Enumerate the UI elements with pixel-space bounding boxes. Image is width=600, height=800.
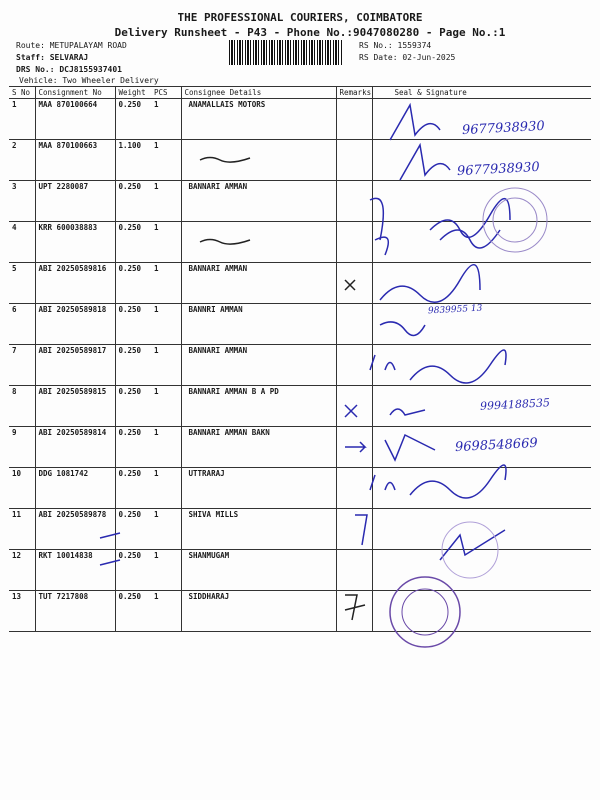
runsheet-subtitle: Delivery Runsheet - P43 - Phone No.:9047080280 - Page No.:1	[114, 26, 506, 39]
cell-pcs: 1	[151, 468, 181, 509]
signature	[400, 145, 450, 180]
rs-no: RS No.: 1559374	[359, 41, 432, 50]
cell-weight: 0.250	[115, 427, 151, 468]
company-stamp	[493, 198, 537, 242]
cell-sno: 13	[9, 591, 35, 632]
arrow-mark	[345, 442, 365, 452]
cell-pcs: 1	[151, 222, 181, 263]
col-consignment: Consignment No	[35, 87, 115, 99]
cell-sno: 12	[9, 550, 35, 591]
handwritten-phone: 9677938930	[461, 118, 546, 139]
cell-sno: 11	[9, 509, 35, 550]
cell-consignee: UTTRARAJ	[181, 468, 336, 509]
cell-pcs: 1	[151, 304, 181, 345]
signature	[390, 105, 440, 140]
col-remarks: Remarks	[336, 87, 372, 99]
col-sno: S No	[9, 87, 35, 99]
drs-no: DRS No.: DCJ8155937401	[16, 65, 122, 74]
col-consignee: Consignee Details	[181, 87, 336, 99]
signature	[385, 435, 435, 460]
cell-pcs: 1	[151, 181, 181, 222]
handwritten-phone: 9677938930	[456, 159, 541, 180]
cell-weight: 0.250	[115, 222, 151, 263]
cell-pcs: 1	[151, 509, 181, 550]
cell-sno: 1	[9, 99, 35, 140]
cell-weight: 0.250	[115, 181, 151, 222]
cell-sno: 6	[9, 304, 35, 345]
cell-weight: 0.250	[115, 468, 151, 509]
cell-sno: 4	[9, 222, 35, 263]
handwritten-phone: 9698548669	[454, 435, 539, 456]
cell-consignee: ANAMALLAIS MOTORS	[181, 99, 336, 140]
cell-consignee: BANNARI AMMAN B A PD	[181, 386, 336, 427]
cell-consignee: SHIVA MILLS	[181, 509, 336, 550]
cross-mark	[345, 405, 357, 417]
cell-sno: 9	[9, 427, 35, 468]
cell-weight: 0.250	[115, 263, 151, 304]
cell-cno: MAA 870100663	[35, 140, 115, 181]
cell-weight: 0.250	[115, 509, 151, 550]
company-title: THE PROFESSIONAL COURIERS, COIMBATORE	[177, 11, 423, 24]
signature	[370, 465, 506, 498]
vehicle: Vehicle: Two Wheeler Delivery	[19, 76, 159, 85]
cell-cno: MAA 870100664	[35, 99, 115, 140]
cell-cno: UPT 2280087	[35, 181, 115, 222]
cell-consignee: SIDDHARAJ	[181, 591, 336, 632]
cell-consignee: BANNARI AMMAN	[181, 181, 336, 222]
cell-weight: 0.250	[115, 99, 151, 140]
cell-pcs: 1	[151, 140, 181, 181]
cell-cno: ABI 20250589878	[35, 509, 115, 550]
cell-consignee: BANNARI AMMAN	[181, 263, 336, 304]
cell-cno: ABI 20250589816	[35, 263, 115, 304]
cell-sno: 3	[9, 181, 35, 222]
handwritten-phone: 9839955 13	[427, 303, 483, 317]
scribble-mark	[200, 158, 250, 163]
company-stamp	[390, 577, 460, 647]
cell-pcs: 1	[151, 99, 181, 140]
cell-pcs: 1	[151, 427, 181, 468]
cell-consignee: BANNRI AMMAN	[181, 304, 336, 345]
cell-weight: 0.250	[115, 304, 151, 345]
cell-consignee: BANNARI AMMAN	[181, 345, 336, 386]
cell-cno: ABI 20250589815	[35, 386, 115, 427]
signature	[375, 230, 500, 255]
signature	[370, 350, 506, 383]
cell-consignee: BANNARI AMMAN BAKN	[181, 427, 336, 468]
cell-weight: 0.250	[115, 550, 151, 591]
cell-sno: 7	[9, 345, 35, 386]
signature	[370, 198, 510, 240]
pen-mark	[345, 595, 365, 620]
signature	[380, 265, 480, 303]
cell-consignee: SHANMUGAM	[181, 550, 336, 591]
cell-weight: 1.100	[115, 140, 151, 181]
col-signature: Seal & Signature	[372, 87, 591, 99]
rs-date: RS Date: 02-Jun-2025	[359, 53, 456, 62]
cell-pcs: 1	[151, 263, 181, 304]
cell-weight: 0.250	[115, 386, 151, 427]
cell-weight: 0.250	[115, 345, 151, 386]
cell-sno: 2	[9, 140, 35, 181]
route: Route: METUPALAYAM ROAD	[16, 41, 127, 50]
cell-pcs: 1	[151, 386, 181, 427]
cell-cno: RKT 10014838	[35, 550, 115, 591]
col-weight: Weight	[115, 87, 151, 99]
cell-cno: ABI 20250589817	[35, 345, 115, 386]
cross-mark	[345, 280, 355, 290]
col-pcs: PCS	[151, 87, 181, 99]
cell-weight: 0.250	[115, 591, 151, 632]
signature	[380, 322, 425, 335]
company-stamp	[402, 589, 448, 635]
cell-pcs: 1	[151, 550, 181, 591]
company-stamp	[442, 522, 498, 578]
signature	[390, 409, 425, 415]
pen-mark	[100, 515, 367, 565]
cell-cno: ABI 20250589814	[35, 427, 115, 468]
handwritten-phone: 9994188535	[479, 396, 551, 413]
scribble-mark	[200, 240, 250, 245]
cell-pcs: 1	[151, 345, 181, 386]
signature	[440, 530, 505, 560]
staff: Staff: SELVARAJ	[16, 53, 89, 62]
cell-sno: 5	[9, 263, 35, 304]
cell-cno: ABI 20250589818	[35, 304, 115, 345]
cell-cno: KRR 600038883	[35, 222, 115, 263]
cell-pcs: 1	[151, 591, 181, 632]
cell-sno: 10	[9, 468, 35, 509]
cell-cno: TUT 7217808	[35, 591, 115, 632]
cell-sno: 8	[9, 386, 35, 427]
cell-cno: DDG 1081742	[35, 468, 115, 509]
